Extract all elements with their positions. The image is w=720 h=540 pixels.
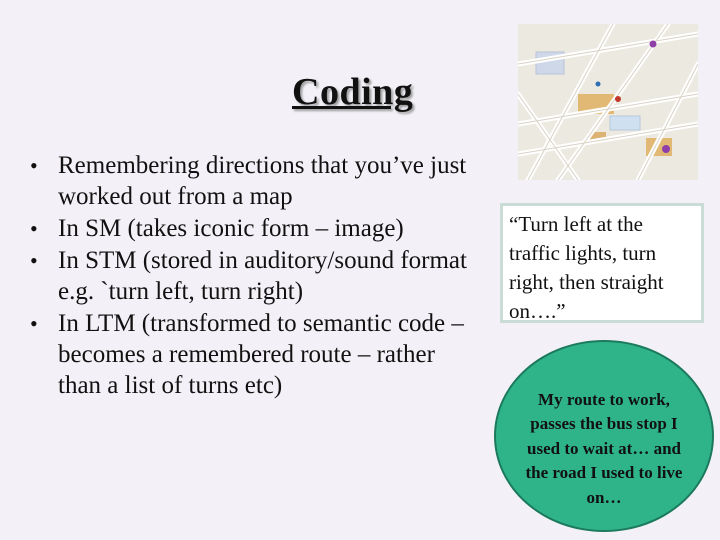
- bullet-text: In SM (takes iconic form – image): [58, 215, 404, 242]
- bullet-marker: •: [30, 153, 38, 178]
- bullet-item: [28, 213, 468, 244]
- quote-text: “Turn left at the traffic lights, turn right, then straight on….”: [509, 212, 664, 323]
- street-map-drawing: [518, 24, 698, 180]
- bullet-text: In LTM (transformed to semantic code – becomes a remembered route – rather than a list of turns etc): [58, 310, 464, 399]
- bullet-text: Remembering directions that you’ve just worked out from a map: [58, 152, 467, 210]
- bullet-marker: •: [30, 311, 38, 336]
- bullet-marker: •: [30, 216, 38, 241]
- bullet-item: [28, 150, 468, 212]
- bullet-marker: •: [30, 248, 38, 273]
- bullet-list: [28, 150, 468, 402]
- route-text: My route to work, passes the bus stop I used to wait at… and the road I used to live on…: [525, 389, 683, 507]
- street-map-image: [518, 24, 698, 180]
- quote-callout: [500, 203, 704, 323]
- bullet-text: In STM (stored in auditory/sound format e.g. `turn left, turn right): [58, 247, 467, 305]
- bullet-item: [28, 308, 468, 401]
- slide-title: Coding: [292, 71, 414, 113]
- bullet-item: [28, 245, 468, 307]
- route-callout: [494, 340, 714, 532]
